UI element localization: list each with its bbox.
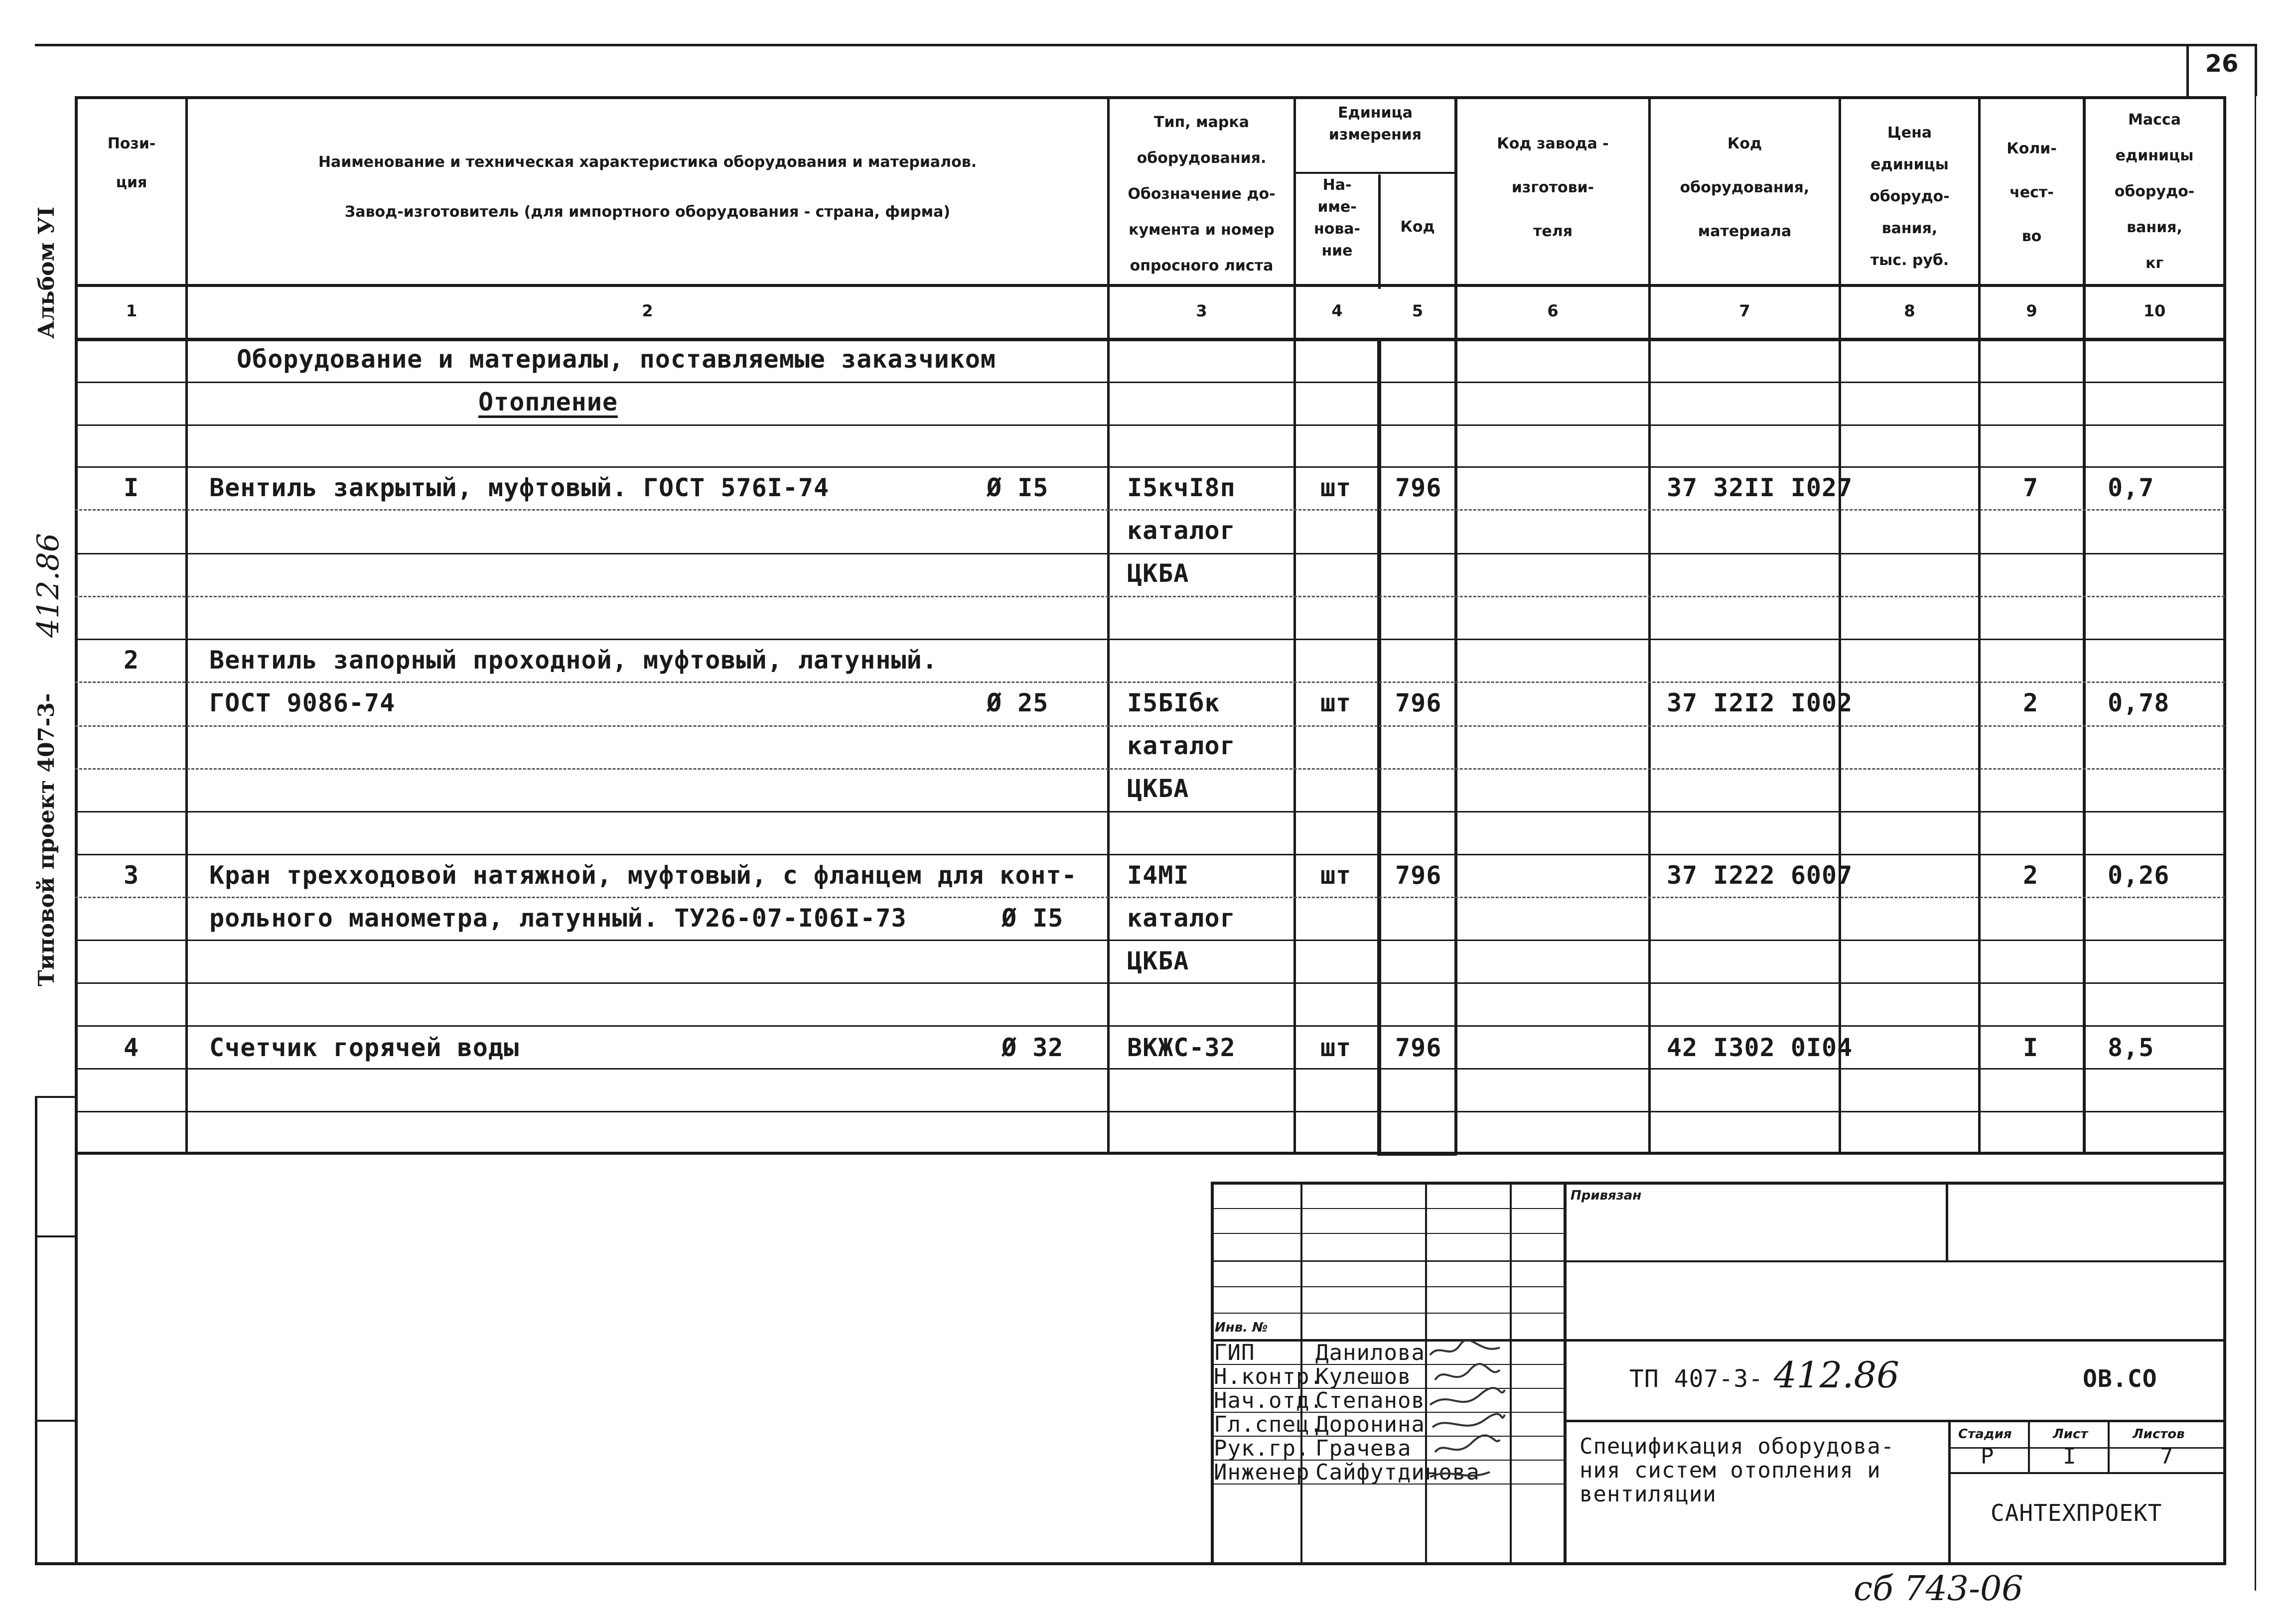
header-mass: Масса единицы оборудо- вания, кг xyxy=(2114,111,2195,272)
row-position: 2 xyxy=(124,646,140,675)
row-position: 3 xyxy=(124,861,140,890)
sheet-value: I xyxy=(2063,1444,2077,1469)
row-line xyxy=(75,982,2225,984)
row-diameter: Ø I5 xyxy=(1002,904,1064,933)
header-unit-code: Код xyxy=(1400,218,1435,236)
col-line-f xyxy=(1648,96,1651,1152)
title-block-row xyxy=(1211,1233,1565,1234)
row-type: ЦКБА xyxy=(1127,947,1189,975)
row-quantity: 2 xyxy=(2023,861,2039,890)
column-number: 3 xyxy=(1196,301,1207,320)
header-factory-code: Код завода - изготови- теля xyxy=(1497,135,1609,240)
binding-strip-top xyxy=(35,1096,75,1098)
signatures-image xyxy=(1425,1340,1510,1489)
row-line xyxy=(75,681,2225,683)
row-type: ВКЖС-32 xyxy=(1127,1033,1236,1062)
column-number: 7 xyxy=(1739,301,1750,320)
title-block-right-part xyxy=(1946,1182,1948,1261)
column-number: 1 xyxy=(126,301,138,320)
subsection-title: Отопление xyxy=(478,388,618,416)
title-block-line xyxy=(1948,1472,2225,1474)
row-name: Счетчик горячей воды xyxy=(209,1033,520,1062)
row-type: I5БIбк xyxy=(1127,688,1220,717)
row-line xyxy=(75,768,2225,770)
row-code: 37 I2I2 I002 xyxy=(1667,688,1853,717)
col-line-a xyxy=(185,96,188,1152)
signatory-role: ГИП xyxy=(1214,1340,1255,1365)
col-line-e xyxy=(1454,96,1457,1155)
row-type: каталог xyxy=(1127,516,1236,545)
frame-right-line xyxy=(2223,96,2226,1564)
privyazan-label: Привязан xyxy=(1571,1188,1642,1203)
column-number: 2 xyxy=(642,301,653,320)
album-label: Альбом УI xyxy=(34,206,59,339)
document-code-handwritten: 412.86 xyxy=(1774,1354,1899,1396)
row-type: каталог xyxy=(1127,904,1236,933)
title-block-row xyxy=(1211,1260,1565,1262)
row-line xyxy=(75,854,2225,855)
document-code-prefix: ТП 407-3- xyxy=(1629,1365,1764,1393)
frame-top-line xyxy=(75,96,2225,99)
row-line xyxy=(75,940,2225,941)
header-unit: Единица измерения xyxy=(1328,104,1422,143)
signatory-name: Доронина xyxy=(1315,1412,1425,1437)
bold-box-bottom xyxy=(1377,1152,1457,1156)
title-block-stage-col xyxy=(2028,1420,2030,1472)
signatory-role: Н.контр. xyxy=(1214,1364,1323,1389)
row-line xyxy=(75,424,2225,426)
title-block-line xyxy=(1564,1260,2225,1262)
title-block-stage-col xyxy=(1948,1420,1951,1564)
row-unit: шт xyxy=(1320,688,1352,717)
row-type: каталог xyxy=(1127,731,1236,760)
row-quantity: 2 xyxy=(2023,688,2039,717)
title-block-main xyxy=(1564,1182,1567,1564)
row-code: 42 I302 0I04 xyxy=(1667,1033,1853,1062)
row-type: ЦКБА xyxy=(1127,559,1189,588)
row-name: ГОСТ 9086-74 xyxy=(209,688,396,717)
column-number: 4 xyxy=(1331,301,1343,320)
binding-strip-div1 xyxy=(35,1235,75,1237)
row-line xyxy=(75,1025,2225,1027)
header-unit-name: На- име- нова- ние xyxy=(1313,176,1361,260)
title-block-stage-col xyxy=(2108,1420,2110,1472)
header-name-line1: Наименование и техническая характеристика оборудования и материалов. xyxy=(318,153,977,171)
header-type: Тип, марка оборудования. Обозначение до- кумента и номер опросного листа xyxy=(1128,114,1276,274)
row-name: Вентиль закрытый, муфтовый. ГОСТ 576I-74 xyxy=(209,473,830,502)
row-name: рольного манометра, латунный. ТУ26-07-I06I-73 xyxy=(209,904,907,933)
organization-name: САНТЕХПРОЕКТ xyxy=(1991,1499,2162,1526)
row-line xyxy=(75,1068,2225,1070)
column-number: 6 xyxy=(1547,301,1559,320)
title-block-row xyxy=(1211,1208,1565,1209)
sheets-value: 7 xyxy=(2160,1444,2174,1469)
row-unit-code: 796 xyxy=(1395,473,1442,502)
row-line xyxy=(75,725,2225,727)
row-line xyxy=(75,811,2225,812)
row-code: 37 I222 6007 xyxy=(1667,861,1853,890)
sheet-number: 26 xyxy=(2205,50,2239,78)
stage-label: Стадия xyxy=(1958,1427,2012,1442)
title-block-row xyxy=(1211,1286,1565,1287)
row-unit: шт xyxy=(1320,861,1352,890)
title-block-row xyxy=(1211,1313,1565,1314)
row-diameter: Ø 25 xyxy=(987,688,1049,717)
section-title: Оборудование и материалы, поставляемые заказчиком xyxy=(237,345,997,374)
sheet-label: Лист xyxy=(2053,1427,2088,1442)
title-block-top xyxy=(1211,1182,2225,1185)
row-mass: 0,78 xyxy=(2108,688,2170,717)
row-line xyxy=(75,596,2225,597)
stage-value: Р xyxy=(1981,1444,1995,1469)
top-border-line xyxy=(35,44,2257,46)
row-position: 4 xyxy=(124,1033,140,1062)
header-bottom-line xyxy=(75,284,2225,287)
row-unit-code: 796 xyxy=(1395,1033,1442,1062)
row-diameter: Ø I5 xyxy=(987,473,1049,502)
row-mass: 0,26 xyxy=(2108,861,2170,890)
row-code: 37 32II I027 xyxy=(1667,473,1853,502)
row-line xyxy=(75,897,2225,898)
row-type: I5кчI8п xyxy=(1127,473,1236,502)
signatory-name: Грачева xyxy=(1315,1436,1412,1461)
sheets-label: Листов xyxy=(2133,1427,2185,1442)
column-number: 8 xyxy=(1904,301,1915,320)
row-line xyxy=(75,639,2225,640)
signatory-name: Данилова xyxy=(1315,1340,1425,1365)
project-label-handwritten: 412.86 xyxy=(31,533,66,638)
row-line xyxy=(75,553,2225,554)
row-quantity: I xyxy=(2023,1033,2039,1062)
col-line-d-bold xyxy=(1377,339,1381,1155)
header-quantity: Коли- чест- во xyxy=(2007,140,2057,245)
row-mass: 0,7 xyxy=(2108,473,2154,502)
row-type: ЦКБА xyxy=(1127,774,1189,803)
row-line xyxy=(75,466,2225,468)
column-number: 5 xyxy=(1412,301,1424,320)
row-name: Вентиль запорный проходной, муфтовый, латунный. xyxy=(209,646,938,675)
row-type: I4МI xyxy=(1127,861,1189,890)
frame-bottom-line xyxy=(35,1562,2226,1565)
row-unit-code: 796 xyxy=(1395,861,1442,890)
row-mass: 8,5 xyxy=(2108,1033,2154,1062)
sheet-number-box-right xyxy=(2255,44,2257,96)
signatory-name: Кулешов xyxy=(1315,1364,1412,1389)
signatory-role: Гл.спец. xyxy=(1214,1412,1323,1437)
binding-strip-div2 xyxy=(35,1420,75,1422)
signatory-name: Степанов xyxy=(1315,1388,1425,1413)
colnum-bottom-line xyxy=(75,338,2225,341)
signatory-name: Сайфутдинова xyxy=(1315,1460,1480,1485)
signatory-role: Рук.гр. xyxy=(1214,1436,1310,1461)
inventory-number-label: Инв. № xyxy=(1215,1320,1268,1335)
row-line xyxy=(75,382,2225,383)
row-line xyxy=(75,1111,2225,1112)
document-title: Спецификация оборудова- ния систем отопления и вентиляции xyxy=(1579,1434,1895,1507)
title-block-line xyxy=(1564,1420,2225,1422)
row-position: I xyxy=(124,473,140,502)
signatory-role: Нач.отд. xyxy=(1214,1388,1323,1413)
header-position: Пози- ция xyxy=(107,135,156,191)
row-unit: шт xyxy=(1320,1033,1352,1062)
signatory-role: Инженер xyxy=(1214,1460,1310,1485)
row-unit: шт xyxy=(1320,473,1352,502)
row-diameter: Ø 32 xyxy=(1002,1033,1064,1062)
column-number: 10 xyxy=(2143,301,2166,320)
column-number: 9 xyxy=(2026,301,2037,320)
title-block-col xyxy=(1510,1182,1512,1564)
table-bottom-line xyxy=(75,1152,2225,1155)
row-quantity: 7 xyxy=(2023,473,2039,502)
document-mark: ОВ.СО xyxy=(2083,1365,2157,1393)
header-price: Цена единицы оборудо- вания, тыс. руб. xyxy=(1869,124,1950,269)
right-edge-tick xyxy=(2255,96,2256,1591)
bottom-handwritten-note: сб 743-06 xyxy=(1854,1569,2023,1609)
row-line xyxy=(75,509,2225,511)
unit-header-divider xyxy=(1293,172,1455,174)
row-name: Кран трехходовой натяжной, муфтовый, с фланцем для конт- xyxy=(209,861,1077,890)
header-equipment-code: Код оборудования, материала xyxy=(1680,135,1810,240)
binding-strip-outer xyxy=(35,1096,37,1564)
row-unit-code: 796 xyxy=(1395,688,1442,717)
header-name-line2: Завод-изготовитель (для импортного оборудования - страна, фирма) xyxy=(344,203,951,221)
project-label: Типовой проект 407-3- xyxy=(34,693,59,986)
